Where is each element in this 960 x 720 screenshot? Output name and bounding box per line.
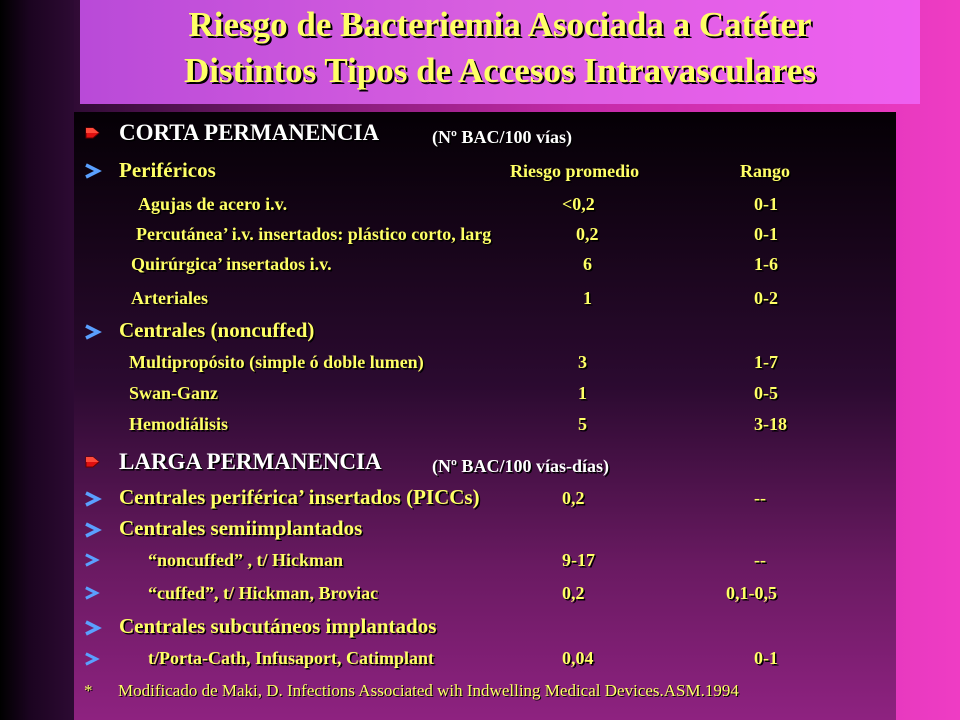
title-line-2: Distintos Tipos de Accesos Intravasculares	[184, 51, 816, 90]
table-row: Quirúrgica’ insertados i.v. 6 1-6	[131, 254, 778, 274]
list-item: Centrales semiimplantados	[119, 516, 363, 540]
risk-column-header: Riesgo promedio	[510, 161, 640, 181]
section-corta	[0, 120, 960, 148]
table-row: Arteriales 1 0-2	[131, 288, 778, 308]
header-row	[0, 158, 960, 186]
table-row: Percutánea’ i.v. insertados: plástico corto, larg 0,2 0-1	[136, 224, 778, 244]
list-item: Centrales (noncuffed)	[119, 318, 315, 342]
perifericos-label: Periféricos	[119, 158, 216, 182]
table-row: Multipropósito (simple ó doble lumen) 3 1-7	[129, 352, 778, 372]
table-row: Agujas de acero i.v. <0,2 0-1	[138, 194, 778, 214]
footnote-text: Modificado de Maki, D. Infections Associated wih Indwelling Medical Devices.ASM.1994	[118, 681, 739, 700]
table-row: Centrales periférica’ insertados (PICCs) 0,2 --	[119, 485, 766, 509]
list-item: Centrales subcutáneos implantados	[119, 614, 437, 638]
table-row: t/Porta-Cath, Infusaport, Catimplant 0,04 0-1	[148, 648, 778, 668]
section-larga-label: LARGA PERMANENCIA	[119, 449, 382, 474]
section-corta-label: CORTA PERMANENCIA	[119, 120, 380, 145]
title-line-1: Riesgo de Bacteriemia Asociada a Catéter	[188, 5, 812, 44]
section-larga	[0, 449, 960, 477]
table-row: Hemodiálisis 5 3-18	[129, 414, 787, 434]
table-row: Swan-Ganz 1 0-5	[129, 383, 778, 403]
slide-title	[80, 0, 920, 94]
section-corta-note: (Nº BAC/100 vías)	[432, 127, 572, 147]
table-row: “cuffed”, t/ Hickman, Broviac 0,2 0,1-0,5	[148, 583, 777, 603]
footnote-mark: *	[84, 681, 93, 700]
title-box	[80, 0, 920, 104]
table-row: “noncuffed” , t/ Hickman 9-17 --	[148, 550, 766, 570]
range-column-header: Rango	[740, 161, 791, 181]
section-larga-note: (Nº BAC/100 vías-días)	[432, 456, 609, 476]
